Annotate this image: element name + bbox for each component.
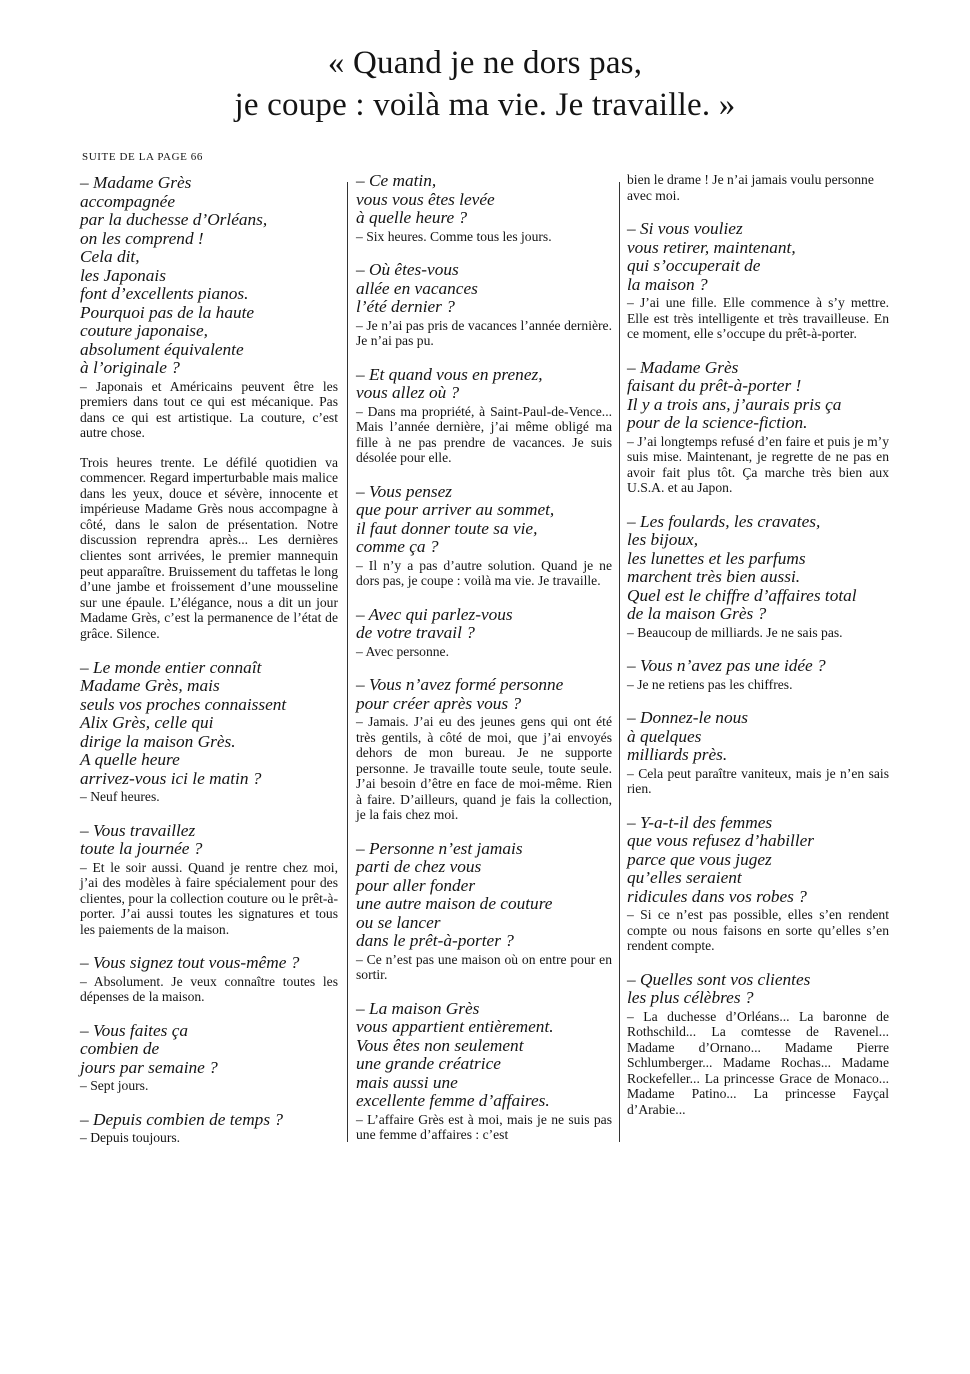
question-line: – Et quand vous en prenez, [356,364,543,384]
question-line: ou se lancer [356,912,441,932]
question-line: de la maison Grès ? [627,604,767,623]
question-line: que vous refusez d’habiller [627,831,815,850]
question [356,840,612,951]
answer: – Je n’ai pas pris de vacances l’année dernière. Je n’ai pas pu. [356,317,612,348]
column-rule [619,182,620,1142]
question-line: – Vous n’avez pas une idée ? [627,656,826,675]
question [80,659,338,789]
question [80,1111,338,1130]
continued-answer: bien le drame ! Je n’ai jamais voulu personne avec moi. [627,172,874,203]
column-2 [356,172,612,1372]
question-line: – Vous faites ça [80,1020,188,1040]
question-line: une grande créatrice [356,1054,501,1073]
question-line: – Vous n’avez formé personne [356,675,564,694]
question [627,657,889,676]
question-line: A quelle heure [80,750,180,770]
question [80,822,338,859]
question-line: – Les foulards, les cravates, [627,511,821,531]
question [627,709,889,765]
question-line: toute la journée ? [80,839,203,859]
answer: – Je ne retiens pas les chiffres. [627,676,793,692]
headline-line-2: je coupe : voilà ma vie. Je travaille. » [234,87,736,123]
headline-line-1: « Quand je ne dors pas, [327,45,643,81]
headline-quote [0,42,970,126]
question-line: dans le prêt-à-porter ? [356,931,514,950]
question-line: – Quelles sont vos clientes [627,969,811,989]
question-line: pour de la science-fiction. [627,413,808,432]
question-line: parti de chez vous [356,857,482,876]
answer: – Depuis toujours. [80,1130,181,1146]
question-line: absolument équivalente [80,339,244,359]
answer: – Japonais et Américains peuvent être les premiers dans tout ce qui est mécanique. Pas dans ce qui est artistique. La couture, c’est autre chose. [80,378,338,440]
answer: – Si ce n’est pas possible, elles s’en rendent compte ou nous faisons en sorte qu’elles s’en rendent compte. [627,907,889,953]
question-line: vous allez où ? [356,383,460,402]
question [627,359,889,433]
question-line: vous appartient entièrement. [356,1017,554,1036]
answer: – L’affaire Grès est à moi, mais je ne suis pas une femme d’affaires : c’est [356,1111,612,1142]
continued-from-label: SUITE DE LA PAGE 66 [82,151,203,163]
question-line: à quelques [627,726,702,746]
question [80,954,338,973]
answer: – Cela peut paraître vaniteux, mais je n’en sais rien. [627,765,889,796]
question-line: pour aller fonder [356,875,476,895]
answer: – Sept jours. [80,1078,149,1094]
question-line: font d’excellents pianos. [80,284,249,303]
question-line: que pour arriver au sommet, [356,500,555,519]
question [356,676,612,713]
question-line: – Le monde entier connaît [80,657,262,677]
question-line: la maison ? [627,274,708,294]
question-line: à quelle heure ? [356,208,468,227]
question-line: – Où êtes-vous [356,260,459,279]
question-line: seuls vos proches connaissent [80,694,287,714]
question-line: – Depuis combien de temps ? [80,1109,284,1129]
answer: – Il n’y a pas d’autre solution. Quand je ne dors pas, je coupe : voilà ma vie. Je travaille. [356,557,612,588]
question-line: jours par semaine ? [80,1057,218,1077]
question-line: qu’elles seraient [627,868,742,887]
answer: – Ce n’est pas une maison où on entre pour en sortir. [356,951,612,982]
answer: – Et le soir aussi. Quand je rentre chez moi, j’ai des modèles à faire spécialement pour des clientes, pour la collection couture ou le prêt-à-porter. J’ai aussi toutes les signatures et tous les paiements de la maison. [80,859,338,937]
column-3 [627,172,889,1372]
question-line: il faut donner toute sa vie, [356,518,538,538]
question-line: parce que vous jugez [627,849,772,869]
answer: – Beaucoup de milliards. Je ne sais pas. [627,624,843,640]
question-line: Madame Grès, mais [80,676,220,696]
question-line: excellente femme d’affaires. [356,1091,550,1110]
question-line: – Y-a-t-il des femmes [627,812,773,832]
narrative-paragraph: Trois heures trente. Le défilé quotidien va commencer. Regard imperturbable mais malice dans les yeux, douce et sévère, innocente et impérieuse Madame Grès nous accompagne à côté, dans le salon de présentation. Notre discussion reprendra après... Les dernières clientes sont arrivées, le premier mannequin peut apparaître. Bruissement du taffetas le long d’une jambe et froissement d’une mousseline sur une épaule. L’élégance, nous a dit un jour Madame Grès, c’est la permanence de l’état de grâce. Silence. [80,454,338,642]
question-line: faisant du prêt-à-porter ! [627,376,802,395]
question-line: dirige la maison Grès. [80,731,236,751]
question [356,366,612,403]
question-line: on les comprend ! [80,228,204,248]
question [356,483,612,557]
answer: – Neuf heures. [80,789,160,805]
question-line: – Vous signez tout vous-même ? [80,953,300,973]
question-line: – Avec qui parlez-vous [356,604,513,624]
question-line: Il y a trois ans, j’aurais pris ça [627,394,842,414]
question-line: Pourquoi pas de la haute [80,302,255,322]
question [356,261,612,317]
question [627,971,889,1008]
question [356,172,612,228]
question-line: – Madame Grès [627,357,739,377]
answer: – J’ai une fille. Elle commence à s’y mettre. Elle est très intelligente et très travailleuse. En ce moment, elle s’occupe du prêt-à-porter. [627,295,889,341]
question-line: les bijoux, [627,530,699,549]
question-line: Cela dit, [80,247,140,266]
question [356,1000,612,1111]
question-line: comme ça ? [356,537,439,556]
question-line: combien de [80,1039,160,1059]
question-line: pour créer après vous ? [356,693,522,713]
answer: – J’ai longtemps refusé d’en faire et puis je m’y suis mise. Maintenant, je regrette de ne pas en avoir fait plus tôt. Ça marche très bien aux U.S.A. et au Japon. [627,433,889,495]
column-1 [80,174,338,1374]
question-line: par la duchesse d’Orléans, [80,210,268,229]
column-rule [347,182,348,1142]
question [356,606,612,643]
question-line: milliards près. [627,745,728,764]
question-line: les lunettes et les parfums [627,548,806,568]
question [80,174,338,378]
answer: – Dans ma propriété, à Saint-Paul-de-Vence... Mais l’année dernière, j’ai même obligé ma fille à ne pas prendre de vacances. Je suis désolée pour elle. [356,403,612,465]
question-line: à l’originale ? [80,358,180,377]
question-line: arrivez-vous ici le matin ? [80,768,262,788]
question-line: – Vous pensez [356,481,452,501]
question [627,220,889,294]
question-line: – Vous travaillez [80,820,196,840]
question-line: – Personne n’est jamais [356,838,523,858]
question-line: vous retirer, maintenant, [627,237,796,257]
question-line: de votre travail ? [356,623,475,642]
question-line: qui s’occuperait de [627,256,761,275]
question [80,1022,338,1078]
question [627,814,889,907]
question-line: accompagnée [80,191,176,211]
question-line: les plus célèbres ? [627,988,754,1007]
question-line: mais aussi une [356,1072,458,1092]
question-line: Quel est le chiffre d’affaires total [627,585,857,605]
question [627,513,889,624]
question-line: – Madame Grès [80,173,192,192]
question-line: l’été dernier ? [356,297,455,316]
question-line: – La maison Grès [356,998,480,1018]
question-line: – Si vous vouliez [627,219,743,238]
question-line: couture japonaise, [80,321,208,340]
answer: – Jamais. J’ai eu des jeunes gens qui ont été très gentils, à côté de moi, que j’ai envoyés dehors de mon bureau. Je ne supporte personne. Je travaille toute seule, toute seule. J’ai besoin d’être en face de moi-même. Rien à faire. D’ailleurs, quand je fais la collection, je la fais chez moi. [356,714,612,822]
question-line: ridicules dans vos robes ? [627,886,807,906]
question-line: allée en vacances [356,278,478,298]
question-line: Alix Grès, celle qui [80,713,214,733]
question-line: – Donnez-le nous [627,708,748,727]
answer: – Avec personne. [356,643,449,659]
answer: – Absolument. Je veux connaître toutes les dépenses de la maison. [80,973,338,1005]
question-line: les Japonais [80,265,166,285]
answer: – La duchesse d’Orléans... La baronne de Rothschild... La comtesse de Ravenel... Madame d’Ornano... Madame Pierre Schlumberger... Madame Rochas... Madame Rockefeller... La princesse Grace de Monaco... Madame Patino... La princesse Fayçal d’Arabie... [627,1008,889,1117]
question-line: – Ce matin, [356,171,437,190]
question-line: marchent très bien aussi. [627,567,801,586]
question-line: vous vous êtes levée [356,189,495,209]
question-line: une autre maison de couture [356,894,553,913]
answer: – Six heures. Comme tous les jours. [356,228,552,244]
question-line: Vous êtes non seulement [356,1035,524,1055]
